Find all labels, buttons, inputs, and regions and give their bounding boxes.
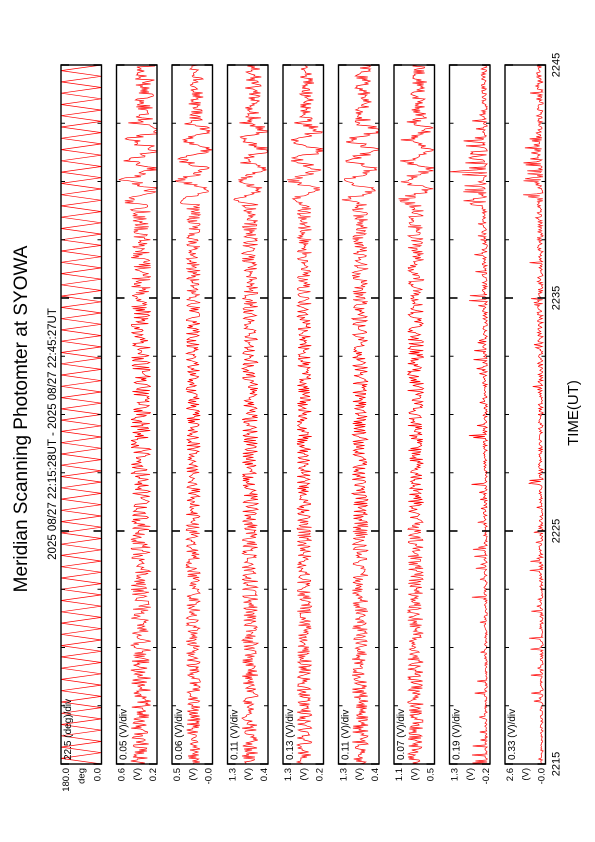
y-min-label: -0.0	[203, 768, 215, 785]
panel-1	[61, 65, 104, 792]
y-min-label: -0.2	[481, 768, 492, 785]
panel-3	[172, 65, 215, 784]
panel-scale-label: 0.13 (V)/div	[285, 708, 296, 760]
y-min-label: -0.0	[536, 768, 548, 785]
x-tick-label: 2245	[550, 52, 563, 78]
panel-scale-label: 22.5 (deg)/div	[63, 698, 74, 760]
trace-9	[523, 65, 543, 764]
panel-5	[283, 65, 326, 781]
panel-scale-label: 0.11 (V)/div	[229, 709, 241, 760]
panel-frame-4	[228, 65, 269, 764]
y-unit-label: (V)	[353, 768, 365, 781]
y-min-label: 0.4	[370, 768, 381, 782]
y-max-label: 0.6	[116, 768, 128, 782]
y-max-label: 1.3	[227, 768, 239, 782]
y-max-label: 2.6	[505, 768, 516, 782]
y-max-label: 0.5	[172, 768, 183, 782]
y-max-label: 1.3	[449, 768, 461, 782]
panel-scale-label: 0.05 (V)/div	[118, 708, 130, 760]
y-unit-label: (V)	[242, 768, 254, 781]
trace-4	[234, 65, 268, 764]
y-max-label: 180.0	[61, 768, 72, 792]
y-min-label: 0.2	[314, 768, 326, 782]
y-unit-label: (V)	[464, 768, 476, 781]
trace-2	[119, 65, 157, 764]
panel-8	[450, 65, 493, 784]
y-unit-label: deg	[76, 768, 88, 784]
y-min-label: 0.0	[92, 768, 104, 782]
panel-scale-label: 0.33 (V)/div	[507, 708, 518, 760]
trace-6	[342, 65, 379, 764]
panel-scale-label: 0.11 (V)/div	[340, 709, 352, 760]
panel-2	[117, 65, 160, 781]
trace-7	[399, 65, 435, 764]
x-tick-label: 2235	[550, 285, 563, 311]
chart-title: Meridian Scanning Photomter at SYOWA	[11, 245, 32, 593]
y-min-label: 0.5	[425, 768, 437, 782]
x-tick-label: 2215	[550, 751, 563, 777]
y-min-label: 0.4	[259, 768, 270, 782]
y-unit-label: (V)	[131, 768, 143, 781]
y-unit-label: (V)	[298, 768, 310, 781]
trace-5	[287, 65, 323, 764]
x-axis-label: TIME(UT)	[565, 380, 582, 446]
panels-group	[61, 53, 563, 792]
panel-7	[394, 65, 437, 781]
panel-6	[339, 65, 382, 781]
panel-scale-label: 0.19 (V)/div	[451, 708, 463, 760]
panel-frame-1	[61, 65, 102, 764]
time-range-label: 2025 08/27 22:15:28UT - 2025 08/27 22:45:27UT	[47, 308, 59, 560]
panel-scale-label: 0.06 (V)/div	[174, 708, 185, 760]
y-unit-label: (V)	[409, 768, 421, 781]
trace-8	[450, 65, 488, 764]
trace-1	[61, 65, 102, 764]
panel-scale-label: 0.07 (V)/div	[396, 708, 407, 760]
panel-9	[505, 65, 548, 784]
trace-3	[175, 65, 213, 764]
y-max-label: 1.3	[283, 768, 294, 782]
y-max-label: 1.3	[338, 768, 350, 782]
y-min-label: 0.2	[148, 768, 159, 782]
x-tick-label: 2225	[550, 518, 563, 544]
y-unit-label: (V)	[520, 768, 532, 781]
y-max-label: 1.1	[394, 768, 405, 782]
y-unit-label: (V)	[187, 768, 199, 781]
panel-4	[228, 65, 271, 781]
